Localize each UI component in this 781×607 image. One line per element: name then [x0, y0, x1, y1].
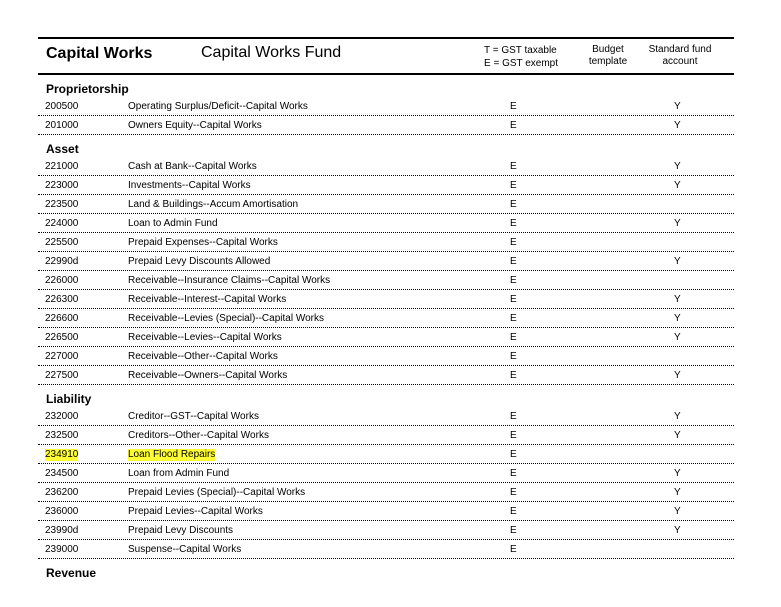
- gst-status: E: [510, 351, 517, 362]
- standard-fund-flag: Y: [674, 120, 681, 131]
- account-description: Receivable--Other--Capital Works: [128, 351, 278, 362]
- gst-status: E: [510, 332, 517, 343]
- account-code: 232000: [45, 411, 79, 422]
- account-code: 227500: [45, 370, 79, 381]
- account-description: Receivable--Levies--Capital Works: [128, 332, 282, 343]
- standard-fund-flag: Y: [674, 101, 681, 112]
- account-code: 22990d: [45, 256, 79, 267]
- account-description: Land & Buildings--Accum Amortisation: [128, 199, 299, 210]
- section-liability: [38, 391, 734, 559]
- account-description: Suspense--Capital Works: [128, 544, 242, 555]
- page-title: Capital Works: [46, 45, 153, 62]
- account-row: [38, 464, 734, 483]
- account-row: [38, 445, 734, 464]
- account-code: 226500: [45, 332, 79, 343]
- account-row: [38, 116, 734, 135]
- account-code: 223500: [45, 199, 79, 210]
- account-description: Prepaid Levies (Special)--Capital Works: [128, 487, 306, 498]
- gst-status: E: [510, 294, 517, 305]
- account-description: Cash at Bank--Capital Works: [128, 161, 257, 172]
- account-code: 200500: [45, 101, 79, 112]
- section-title: Asset: [46, 142, 79, 156]
- section-revenue: [38, 565, 734, 581]
- account-row: [38, 157, 734, 176]
- gst-status: E: [510, 237, 517, 248]
- account-row: [38, 483, 734, 502]
- gst-legend-taxable: T = GST taxable: [484, 45, 557, 56]
- account-code: 201000: [45, 120, 79, 131]
- gst-status: E: [510, 468, 517, 479]
- gst-status: E: [510, 313, 517, 324]
- account-row: [38, 290, 734, 309]
- standard-fund-flag: Y: [674, 256, 681, 267]
- std-header-line2: account: [662, 56, 698, 67]
- account-row: [38, 97, 734, 116]
- table-header: [38, 39, 734, 73]
- account-description: Prepaid Levy Discounts: [128, 525, 234, 536]
- account-description: Loan Flood Repairs: [128, 449, 216, 460]
- account-row: [38, 426, 734, 445]
- account-code: 225500: [45, 237, 79, 248]
- standard-fund-flag: Y: [674, 525, 681, 536]
- account-code: 227000: [45, 351, 79, 362]
- account-row: [38, 366, 734, 385]
- standard-fund-column-header: [640, 44, 720, 68]
- chart-of-accounts-page: [38, 37, 734, 581]
- account-row: [38, 195, 734, 214]
- account-row: [38, 328, 734, 347]
- account-row: [38, 233, 734, 252]
- account-row: [38, 176, 734, 195]
- gst-status: E: [510, 161, 517, 172]
- account-code: 239000: [45, 544, 79, 555]
- account-row: [38, 271, 734, 290]
- account-row: [38, 214, 734, 233]
- gst-status: E: [510, 275, 517, 286]
- standard-fund-flag: Y: [674, 161, 681, 172]
- standard-fund-flag: Y: [674, 294, 681, 305]
- gst-status: E: [510, 370, 517, 381]
- section-title: Revenue: [46, 566, 97, 580]
- account-code: 234910: [45, 449, 79, 460]
- gst-status: E: [510, 506, 517, 517]
- gst-status: E: [510, 256, 517, 267]
- gst-column-header: [484, 44, 558, 70]
- account-sections: [38, 81, 734, 581]
- account-code: 226300: [45, 294, 79, 305]
- account-description: Prepaid Levies--Capital Works: [128, 506, 263, 517]
- account-description: Prepaid Levy Discounts Allowed: [128, 256, 271, 267]
- budget-header-line1: Budget: [592, 44, 624, 55]
- gst-status: E: [510, 180, 517, 191]
- section-asset: [38, 141, 734, 385]
- account-description: Owners Equity--Capital Works: [128, 120, 262, 131]
- gst-status: E: [510, 525, 517, 536]
- budget-column-header: [579, 44, 637, 68]
- standard-fund-flag: Y: [674, 430, 681, 441]
- gst-status: E: [510, 544, 517, 555]
- account-description: Receivable--Owners--Capital Works: [128, 370, 288, 381]
- standard-fund-flag: Y: [674, 180, 681, 191]
- account-description: Loan from Admin Fund: [128, 468, 230, 479]
- section-proprietorship: [38, 81, 734, 135]
- account-description: Operating Surplus/Deficit--Capital Works: [128, 101, 308, 112]
- standard-fund-flag: Y: [674, 506, 681, 517]
- gst-status: E: [510, 487, 517, 498]
- section-title: Liability: [46, 392, 92, 406]
- standard-fund-flag: Y: [674, 411, 681, 422]
- account-code: 236000: [45, 506, 79, 517]
- std-header-line1: Standard fund: [648, 44, 712, 55]
- standard-fund-flag: Y: [674, 218, 681, 229]
- account-code: 223000: [45, 180, 79, 191]
- account-code: 234500: [45, 468, 79, 479]
- standard-fund-flag: Y: [674, 487, 681, 498]
- header-rule: [38, 73, 734, 75]
- account-description: Receivable--Levies (Special)--Capital Works: [128, 313, 324, 324]
- gst-legend-exempt: E = GST exempt: [484, 58, 559, 69]
- fund-name: Capital Works Fund: [201, 44, 342, 61]
- account-code: 226600: [45, 313, 79, 324]
- account-code: 226000: [45, 275, 79, 286]
- account-description: Receivable--Interest--Capital Works: [128, 294, 287, 305]
- section-title: Proprietorship: [46, 82, 129, 96]
- account-code: 236200: [45, 487, 79, 498]
- gst-status: E: [510, 199, 517, 210]
- standard-fund-flag: Y: [674, 468, 681, 479]
- gst-status: E: [510, 449, 517, 460]
- account-row: [38, 521, 734, 540]
- account-row: [38, 252, 734, 271]
- budget-header-line2: template: [588, 56, 628, 67]
- account-description: Creditors--Other--Capital Works: [128, 430, 269, 441]
- standard-fund-flag: Y: [674, 332, 681, 343]
- account-row: [38, 347, 734, 366]
- account-code: 232500: [45, 430, 79, 441]
- account-description: Investments--Capital Works: [128, 180, 251, 191]
- account-description: Prepaid Expenses--Capital Works: [128, 237, 278, 248]
- gst-status: E: [510, 120, 517, 131]
- account-row: [38, 502, 734, 521]
- account-code: 224000: [45, 218, 79, 229]
- gst-status: E: [510, 430, 517, 441]
- account-code: 221000: [45, 161, 79, 172]
- account-description: Receivable--Insurance Claims--Capital Works: [128, 275, 331, 286]
- account-code: 23990d: [45, 525, 79, 536]
- account-description: Loan to Admin Fund: [128, 218, 218, 229]
- standard-fund-flag: Y: [674, 370, 681, 381]
- gst-status: E: [510, 101, 517, 112]
- gst-status: E: [510, 411, 517, 422]
- account-row: [38, 540, 734, 559]
- account-row: [38, 309, 734, 328]
- account-description: Creditor--GST--Capital Works: [128, 411, 259, 422]
- standard-fund-flag: Y: [674, 313, 681, 324]
- account-row: [38, 407, 734, 426]
- gst-status: E: [510, 218, 517, 229]
